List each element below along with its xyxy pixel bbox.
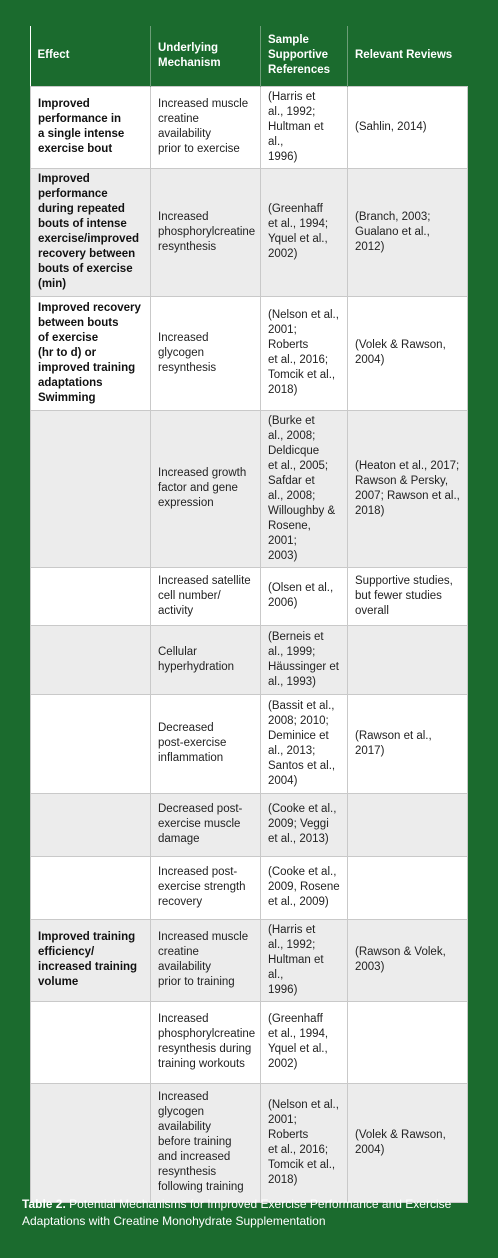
mechanism-cell: Increased muscle creatine availability prior to exercise [151,86,261,168]
references-cell: (Greenhaff et al., 1994, Yquel et al., 2002) [261,1001,348,1083]
effect-cell: Improved recovery between bouts of exercise (hr to d) or improved training adaptations Swimming [31,296,151,410]
references-cell: (Nelson et al., 2001; Roberts et al., 2016; Tomcik et al., 2018) [261,1083,348,1202]
mechanism-cell: Increased phosphorylcreatine resynthesis [151,168,261,296]
header-mechanism: Underlying Mechanism [151,26,261,86]
effect-cell: Improved performance during repeated bouts of intense exercise/improved recovery between bouts of exercise (min) [31,168,151,296]
table-row [31,86,468,168]
table-row [31,625,468,694]
mechanism-cell: Increased muscle creatine availability prior to training [151,919,261,1001]
mechanism-cell: Increased glycogen availability before training and increased resynthesis following training [151,1083,261,1202]
references-cell: (Cooke et al., 2009, Rosene et al., 2009) [261,856,348,919]
table-row [31,1001,468,1083]
effect-cell [31,1083,151,1202]
reviews-cell [348,793,468,856]
table-row [31,296,468,410]
header-references: Sample Supportive References [261,26,348,86]
caption-label: Table 2. [22,1197,66,1211]
mechanism-cell: Decreased post- exercise muscle damage [151,793,261,856]
table-row [31,1083,468,1202]
references-cell: (Harris et al., 1992; Hultman et al., 1996) [261,919,348,1001]
reviews-cell: (Rawson et al., 2017) [348,694,468,793]
effect-cell: Improved performance in a single intense exercise bout [31,86,151,168]
effect-cell [31,856,151,919]
effect-cell [31,410,151,567]
header-effect: Effect [31,26,151,86]
mechanism-cell: Decreased post-exercise inflammation [151,694,261,793]
mechanism-cell: Cellular hyperhydration [151,625,261,694]
references-cell: (Cooke et al., 2009; Veggi et al., 2013) [261,793,348,856]
table-row [31,694,468,793]
references-cell: (Olsen et al., 2006) [261,567,348,625]
caption-text: Potential Mechanisms for Improved Exercise Performance and Exercise Adaptations with Creatine Monohydrate Supplementation [22,1197,452,1228]
references-cell: (Harris et al., 1992; Hultman et al., 1996) [261,86,348,168]
effect-cell: Improved training efficiency/ increased training volume [31,919,151,1001]
table-row [31,410,468,567]
references-cell: (Nelson et al., 2001; Roberts et al., 2016; Tomcik et al., 2018) [261,296,348,410]
references-cell: (Burke et al., 2008; Deldicque et al., 2005; Safdar et al., 2008; Willoughby & Rosene, 2001; 2003) [261,410,348,567]
header-reviews: Relevant Reviews [348,26,468,86]
reviews-cell [348,625,468,694]
mechanism-cell: Increased growth factor and gene expression [151,410,261,567]
references-cell: (Berneis et al., 1999; Häussinger et al., 1993) [261,625,348,694]
table-caption [22,1196,472,1230]
table-frame [30,26,467,1193]
effect-cell [31,694,151,793]
reviews-cell: (Branch, 2003; Gualano et al., 2012) [348,168,468,296]
table-row [31,168,468,296]
mechanism-cell: Increased glycogen resynthesis [151,296,261,410]
reviews-cell: (Rawson & Volek, 2003) [348,919,468,1001]
reviews-cell: Supportive studies, but fewer studies overall [348,567,468,625]
table-row [31,856,468,919]
table-row [31,567,468,625]
mechanism-cell: Increased satellite cell number/ activity [151,567,261,625]
reviews-cell: (Volek & Rawson, 2004) [348,1083,468,1202]
reviews-cell: (Volek & Rawson, 2004) [348,296,468,410]
reviews-cell: (Sahlin, 2014) [348,86,468,168]
effect-cell [31,567,151,625]
effect-cell [31,793,151,856]
mechanisms-table [30,26,468,1203]
header-row [31,26,468,86]
reviews-cell [348,1001,468,1083]
mechanism-cell: Increased phosphorylcreatine resynthesis during training workouts [151,1001,261,1083]
reviews-cell [348,856,468,919]
table-row [31,793,468,856]
references-cell: (Greenhaff et al., 1994; Yquel et al., 2002) [261,168,348,296]
mechanism-cell: Increased post- exercise strength recovery [151,856,261,919]
table-row [31,919,468,1001]
effect-cell [31,1001,151,1083]
references-cell: (Bassit et al., 2008; 2010; Deminice et al., 2013; Santos et al., 2004) [261,694,348,793]
effect-cell [31,625,151,694]
reviews-cell: (Heaton et al., 2017; Rawson & Persky, 2007; Rawson et al., 2018) [348,410,468,567]
